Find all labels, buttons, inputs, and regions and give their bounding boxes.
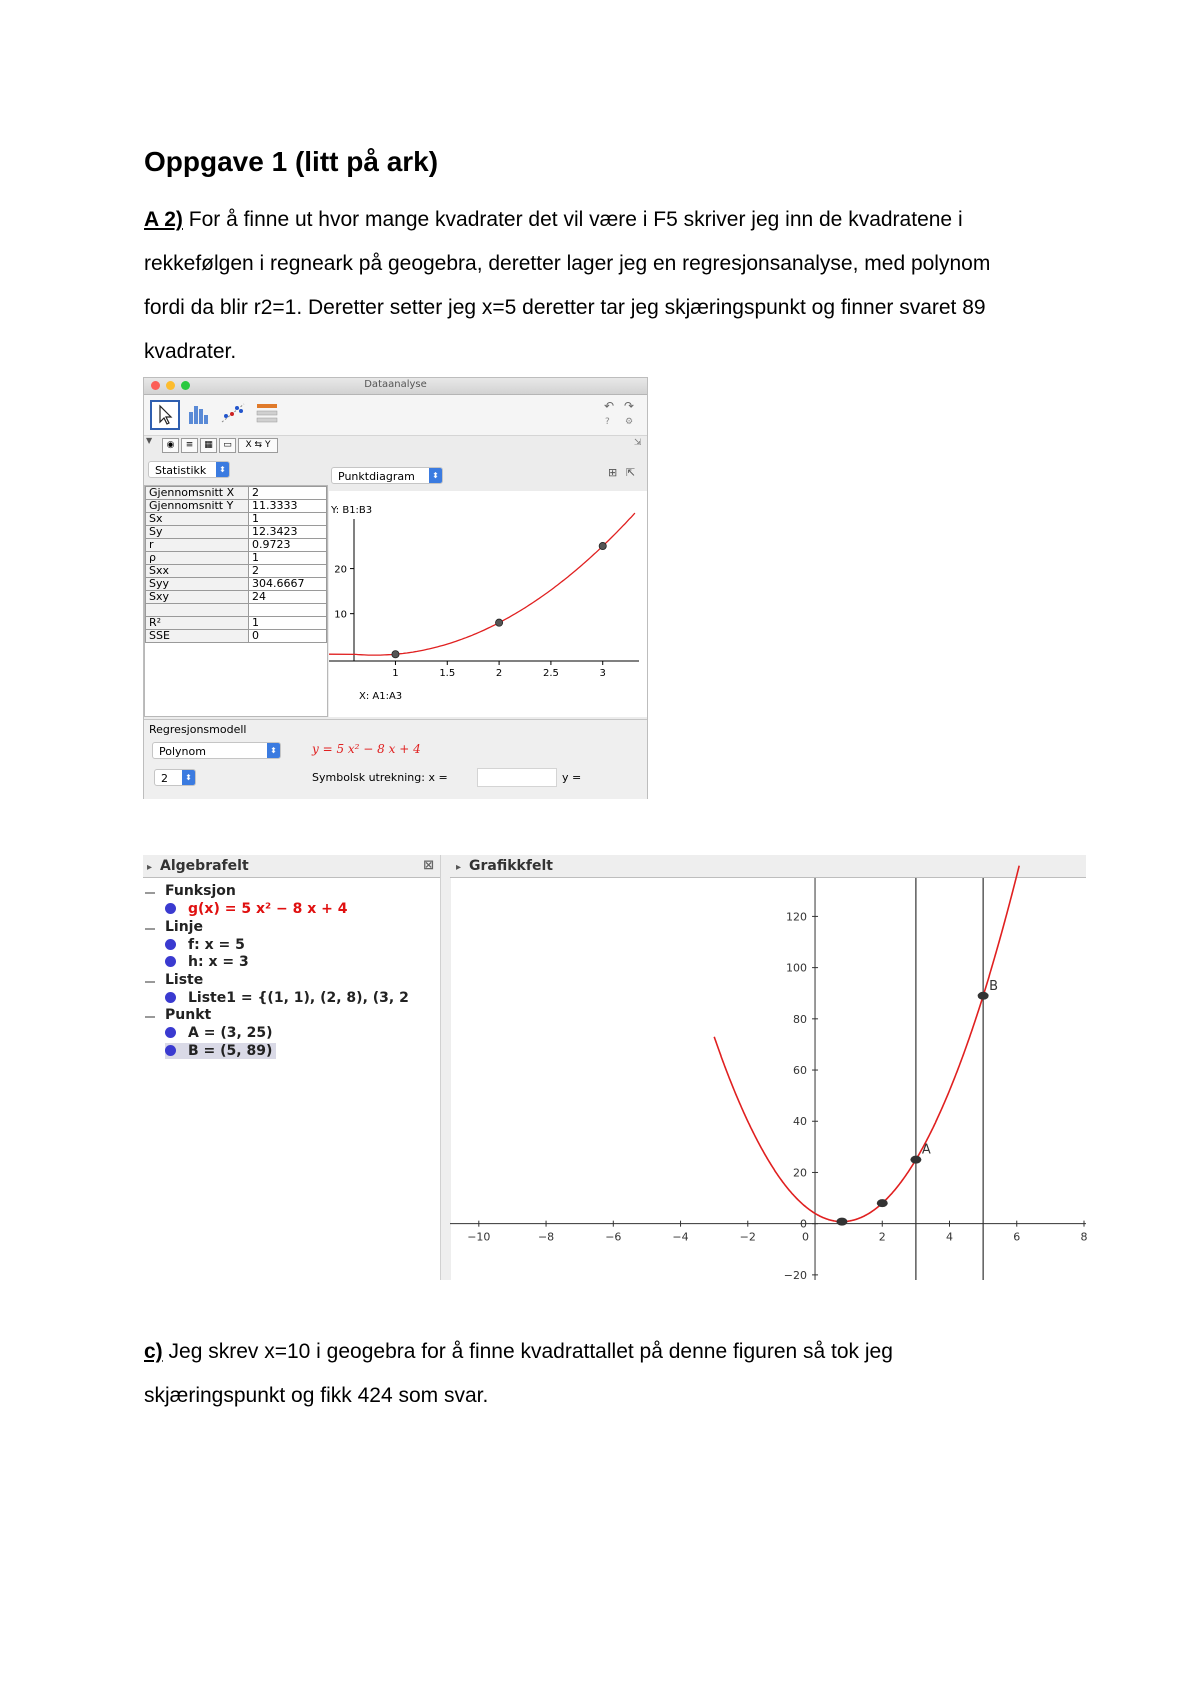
algebra-title-bar [143,855,440,878]
x-tick-label: 4 [946,1230,954,1244]
expand-icon[interactable]: ▸ [147,862,153,873]
options-icon[interactable]: ⊞ [608,466,618,479]
symbolic-x-input[interactable] [477,768,557,787]
undo-icon[interactable]: ↶ [604,399,615,413]
stat-key: r [146,539,249,552]
algebra-group-title: Funksjon [165,883,236,899]
collapse-icon[interactable]: ▼ [146,436,153,445]
y-tick-label: 0 [800,1217,808,1231]
visibility-toggle-icon[interactable] [165,1027,176,1038]
graphics-title-bar [450,855,1086,878]
task-label: c) [144,1340,163,1363]
para-line: rekkefølgen i regneark på geogebra, deretter lager jeg en regresjonsanalyse, med polynom [144,252,991,275]
stat-key: Gjennomsnitt X [146,487,249,500]
stat-row [146,552,327,565]
x-axis-source-label: X: A1:A3 [359,691,403,702]
settings-icon[interactable]: ⚙ [625,417,634,427]
function-curve [714,866,1019,1222]
scatter-plot-area [329,491,647,717]
tool-bar [144,395,647,436]
x-tick-label: 2.5 [542,668,559,679]
data-point [392,651,399,658]
histogram-tool-icon[interactable] [186,400,212,426]
regression-formula: y = 5 x² − 8 x + 4 [312,742,421,756]
data-point [599,542,606,549]
chevron-down-icon: ⬍ [267,743,280,758]
visibility-toggle-icon[interactable] [165,1045,176,1056]
para-line [144,198,1064,242]
graph-point [910,1156,921,1164]
stat-key: Sy [146,526,249,539]
pin-icon[interactable]: ⇲ [634,438,642,448]
point-label: A [921,1142,931,1158]
algebra-item-text: A = (3, 25) [188,1025,273,1041]
para-line: kvadrater. [144,340,237,363]
scatter-chart [329,491,647,717]
x-tick-label: −10 [467,1230,491,1244]
graphics-title: Grafikkfelt [469,858,553,874]
x-tick-label: 1.5 [439,668,456,679]
visibility-toggle-icon[interactable] [165,956,176,967]
stat-row [146,617,327,630]
graph-point [978,992,989,1000]
stats-select[interactable] [148,461,230,478]
function-graph[interactable] [450,878,1086,1280]
model-select[interactable] [152,742,281,759]
algebra-item[interactable] [165,901,347,917]
stat-value: 1 [249,617,327,630]
stat-key: SSE [146,630,249,643]
degree-value: 2 [161,772,168,785]
para-line: skjæringspunkt og fikk 424 som svar. [144,1384,489,1407]
stat-row [146,565,327,578]
point-label: B [989,978,999,994]
para-line [144,1330,1064,1374]
origin-label: 0 [802,1230,810,1244]
symbolic-y-label: y = [562,771,582,784]
statistics-table [145,486,327,643]
algebra-item[interactable] [165,1043,276,1059]
algebra-title: Algebrafelt [160,858,249,874]
stat-row [146,526,327,539]
geogebra-view [143,855,1086,1280]
symbolic-label: Symbolsk utrekning: x = [312,771,448,784]
algebra-item-text: f: x = 5 [188,936,245,953]
algebra-view [143,855,443,1280]
degree-select[interactable] [154,769,196,786]
graphics-view [450,855,1086,1280]
chevron-down-icon: ⬍ [216,462,229,477]
source-icon[interactable]: ◉ [162,438,179,453]
y-tick-label: 120 [786,910,808,924]
visibility-toggle-icon[interactable] [165,939,176,950]
algebra-item-text: Liste1 = {(1, 1), (2, 8), (3, 2 [188,989,409,1006]
stat-value: 304.6667 [249,578,327,591]
algebra-item-text: h: x = 3 [188,954,249,970]
algebra-item[interactable] [165,990,409,1006]
stat-key: ρ [146,552,249,565]
help-icon[interactable]: ? [605,417,610,427]
regression-title: Regresjonsmodell [149,723,247,736]
algebra-group-title: Linje [165,918,203,935]
sub-toolbar [144,436,647,454]
collapse-group-icon[interactable] [145,1016,155,1018]
x-tick-label: −8 [537,1230,555,1244]
visibility-toggle-icon[interactable] [165,992,176,1003]
y-tick-label: 40 [793,1115,808,1129]
x-tick-label: −2 [739,1230,756,1244]
y-tick-label: 60 [793,1064,808,1078]
sort-icon[interactable]: ≡ [181,438,198,453]
stat-key: Sxx [146,565,249,578]
x-tick-label: 1 [392,668,399,679]
y-tick-label: 100 [786,961,808,975]
model-select-value: Polynom [159,745,206,758]
para-text: Jeg skrev x=10 i geogebra for å finne kvadrattallet på denne figuren så tok jeg [162,1340,893,1363]
algebra-item[interactable] [165,937,245,953]
data-point [495,619,502,626]
stat-value: 12.3423 [249,526,327,539]
plot-type-value: Punktdiagram [338,470,415,483]
collapse-group-icon[interactable] [145,928,155,930]
export-icon[interactable]: ⇱ [626,466,636,479]
visibility-toggle-icon[interactable] [165,903,176,914]
x-tick-label: −6 [605,1230,622,1244]
stat-value [249,604,327,617]
stat-row [146,513,327,526]
y-tick-label: 80 [793,1012,808,1026]
multi-var-tool-icon[interactable] [254,400,280,426]
stat-key: Syy [146,578,249,591]
stat-row [146,591,327,604]
stat-row [146,604,327,617]
x-tick-label: 3 [599,668,606,679]
stat-value: 2 [249,487,327,500]
grid-icon[interactable]: ▦ [200,438,217,453]
stat-row [146,500,327,513]
data-analysis-window [143,377,648,799]
algebra-item[interactable] [165,954,249,970]
stat-key: Gjennomsnitt Y [146,500,249,513]
y-tick-label: 20 [334,564,347,576]
x-tick-label: 2 [878,1230,886,1244]
y-tick-label: 20 [793,1166,808,1180]
algebra-item[interactable] [165,1025,273,1041]
para-line: fordi da blir r2=1. Deretter setter jeg x=5 deretter tar jeg skjæringspunkt og finner svaret 89 [144,296,986,319]
move-tool-icon[interactable] [150,400,180,430]
stat-key: R² [146,617,249,630]
y-tick-label: 10 [334,609,347,621]
regression-panel [144,719,647,799]
stat-row [146,539,327,552]
para-text: For å finne ut hvor mange kvadrater det vil være i F5 skriver jeg inn de kvadratene i [182,208,963,231]
chevron-down-icon: ⬍ [429,468,442,483]
algebra-group-title: Liste [165,971,204,988]
y-axis-source-label: Y: B1:B3 [331,505,373,516]
stat-value: 1 [249,513,327,526]
close-icon[interactable]: ⊠ [423,858,434,873]
stat-value: 0 [249,630,327,643]
x-tick-label: 6 [1013,1230,1021,1244]
redo-icon[interactable]: ↷ [624,399,635,413]
scatter-tool-icon[interactable] [220,400,246,426]
algebra-item-text: B = (5, 89) [188,1042,273,1059]
stat-key [146,604,249,617]
stat-row [146,630,327,643]
x-tick-label: −4 [672,1230,689,1244]
stat-value: 1 [249,552,327,565]
stat-key: Sxy [146,591,249,604]
stat-value: 24 [249,591,327,604]
collapse-group-icon[interactable] [145,981,155,983]
stat-row [146,487,327,500]
paragraph-a2 [144,198,1064,374]
algebra-group-title: Punkt [165,1007,212,1023]
stat-value: 0.9723 [249,539,327,552]
collapse-group-icon[interactable] [145,892,155,894]
table-icon[interactable]: ▭ [219,438,236,453]
stat-key: Sx [146,513,249,526]
stat-row [146,578,327,591]
statistics-panel [144,485,328,717]
window-titlebar [144,378,647,395]
graph-point [877,1199,888,1207]
plot-type-select[interactable] [331,467,443,484]
stat-value: 2 [249,565,327,578]
paragraph-c [144,1330,1064,1418]
swap-xy-button[interactable]: X ⇆ Y [238,438,278,453]
graph-point [836,1218,847,1226]
page-heading: Oppgave 1 (litt på ark) [144,146,439,177]
stat-value: 11.3333 [249,500,327,513]
algebra-item-text: g(x) = 5 x² − 8 x + 4 [188,901,348,917]
expand-icon[interactable]: ▸ [456,862,462,873]
regression-curve [329,513,635,655]
task-label: A 2) [144,208,183,231]
chevron-down-icon: ⬍ [182,770,195,785]
x-tick-label: 8 [1080,1230,1088,1244]
x-tick-label: 2 [495,668,503,679]
stats-select-value: Statistikk [155,464,207,477]
y-tick-label: −20 [783,1268,808,1282]
window-title: Dataanalyse [364,379,427,390]
